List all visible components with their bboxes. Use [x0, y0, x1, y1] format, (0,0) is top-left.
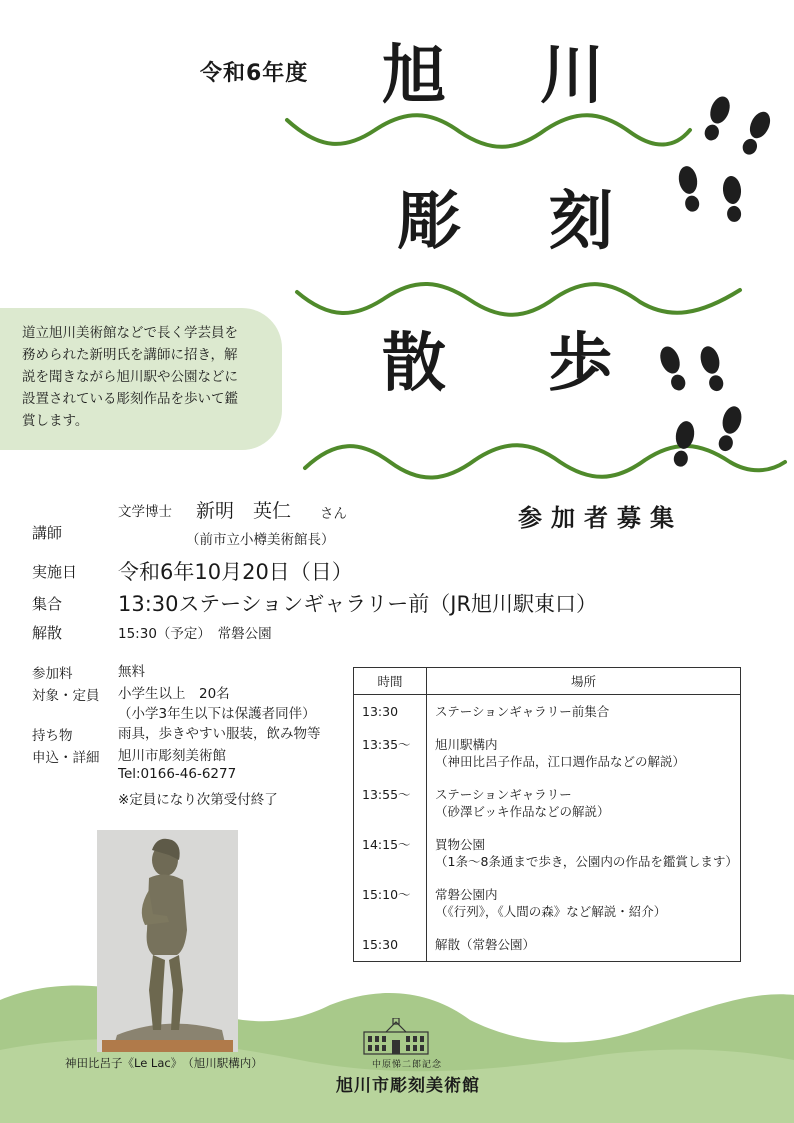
- place-description: （《行列》，《人間の森》など解説・紹介）: [435, 904, 667, 919]
- title-char-5: 散: [382, 327, 446, 401]
- disband-info: 15:30（予定） 常磐公園: [118, 626, 272, 642]
- intro-box: [0, 308, 282, 450]
- schedule-place: [427, 828, 741, 878]
- schedule-time: 13:55～: [354, 778, 427, 828]
- title-char-2: 川: [540, 39, 604, 113]
- capacity-note: ※定員になり次第受付終了: [118, 792, 278, 808]
- target-value: 小学生以上 20名: [118, 686, 230, 702]
- title-char-1: 旭: [382, 39, 446, 113]
- intro-line: 設置されている彫刻作品を歩いて鑑: [22, 391, 238, 407]
- photo-caption: 神田比呂子《Le Lac》 （旭川駅構内）: [65, 1056, 263, 1070]
- sculpture-figure-icon: [97, 830, 238, 1052]
- title-char-6: 歩: [548, 327, 612, 401]
- table-row: [354, 878, 741, 928]
- schedule-place: [427, 728, 741, 778]
- event-date: 令和6年10月20日（日）: [118, 560, 353, 584]
- lecturer-label: 講師: [32, 524, 63, 542]
- museum-building-icon: [360, 1018, 432, 1056]
- schedule-time: 15:10～: [354, 878, 427, 928]
- schedule-place: [427, 695, 741, 729]
- lecturer-former-title: （前市立小樽美術館長）: [186, 532, 335, 548]
- place-description: （神田比呂子作品，江口週作品などの解説）: [435, 754, 686, 769]
- schedule-time: 13:30: [354, 695, 427, 729]
- title-char-3: 彫: [397, 185, 461, 259]
- target-label: 対象・定員: [32, 688, 100, 704]
- place-description: （砂澤ビッキ作品などの解説）: [435, 804, 610, 819]
- intro-line: 賞します。: [22, 413, 89, 429]
- column-header-time: 時間: [354, 668, 427, 695]
- apply-tel: Tel:0166-46-6277: [118, 766, 237, 782]
- museum-logo-subtitle: 中原悌二郎記念: [372, 1060, 443, 1070]
- wave-line-1: [287, 115, 690, 147]
- place-name: 旭川駅構内: [435, 737, 498, 752]
- schedule-place: [427, 778, 741, 828]
- lecturer-degree: 文学博士: [118, 504, 172, 520]
- fee-label: 参加料: [32, 666, 73, 682]
- lecturer-name: 新明 英仁: [196, 500, 292, 522]
- museum-logo-name: 旭川市彫刻美術館: [336, 1076, 480, 1096]
- meet-place: 13:30ステーションギャラリー前（JR旭川駅東口）: [118, 592, 598, 616]
- place-name: 買物公園: [435, 837, 486, 852]
- disband-label: 解散: [32, 624, 63, 642]
- fee-value: 無料: [118, 664, 145, 680]
- schedule-time: 14:15～: [354, 828, 427, 878]
- lecturer-honorific: さん: [320, 506, 347, 522]
- recruit-heading: 参加者募集: [518, 504, 683, 532]
- intro-line: 説を聞きながら旭川駅や公園などに: [22, 369, 238, 385]
- place-name: 解散（常磐公園）: [435, 937, 536, 952]
- place-name: 常磐公園内: [435, 887, 498, 902]
- intro-line: 道立旭川美術館などで長く学芸員を: [22, 325, 238, 341]
- place-name: ステーションギャラリー: [435, 787, 572, 802]
- footprints-icon: [640, 80, 790, 480]
- fiscal-year-label: 令和6年度: [200, 61, 309, 86]
- target-note: （小学3年生以下は保護者同伴）: [118, 706, 316, 722]
- schedule-table: [353, 667, 741, 962]
- table-row: [354, 828, 741, 878]
- column-header-place: 場所: [427, 668, 741, 695]
- items-label: 持ち物: [32, 728, 73, 744]
- intro-line: 務められた新明氏を講師に招き，解: [22, 347, 238, 363]
- schedule-place: [427, 928, 741, 962]
- table-row: [354, 695, 741, 729]
- sculpture-photo: [97, 830, 238, 1052]
- place-description: （1条～8条通まで歩き，公園内の作品を鑑賞します）: [435, 854, 738, 869]
- schedule-time: 13:35～: [354, 728, 427, 778]
- place-name: ステーションギャラリー前集合: [435, 704, 610, 719]
- table-header-row: [354, 668, 741, 695]
- date-label: 実施日: [32, 563, 78, 581]
- table-row: [354, 728, 741, 778]
- apply-label: 申込・詳細: [32, 750, 100, 766]
- table-row: [354, 928, 741, 962]
- schedule-place: [427, 878, 741, 928]
- apply-org: 旭川市彫刻美術館: [118, 748, 226, 764]
- title-char-4: 刻: [549, 185, 613, 259]
- meet-label: 集合: [32, 595, 63, 613]
- items-value: 雨具，歩きやすい服装，飲み物等: [118, 726, 321, 742]
- table-row: [354, 778, 741, 828]
- schedule-time: 15:30: [354, 928, 427, 962]
